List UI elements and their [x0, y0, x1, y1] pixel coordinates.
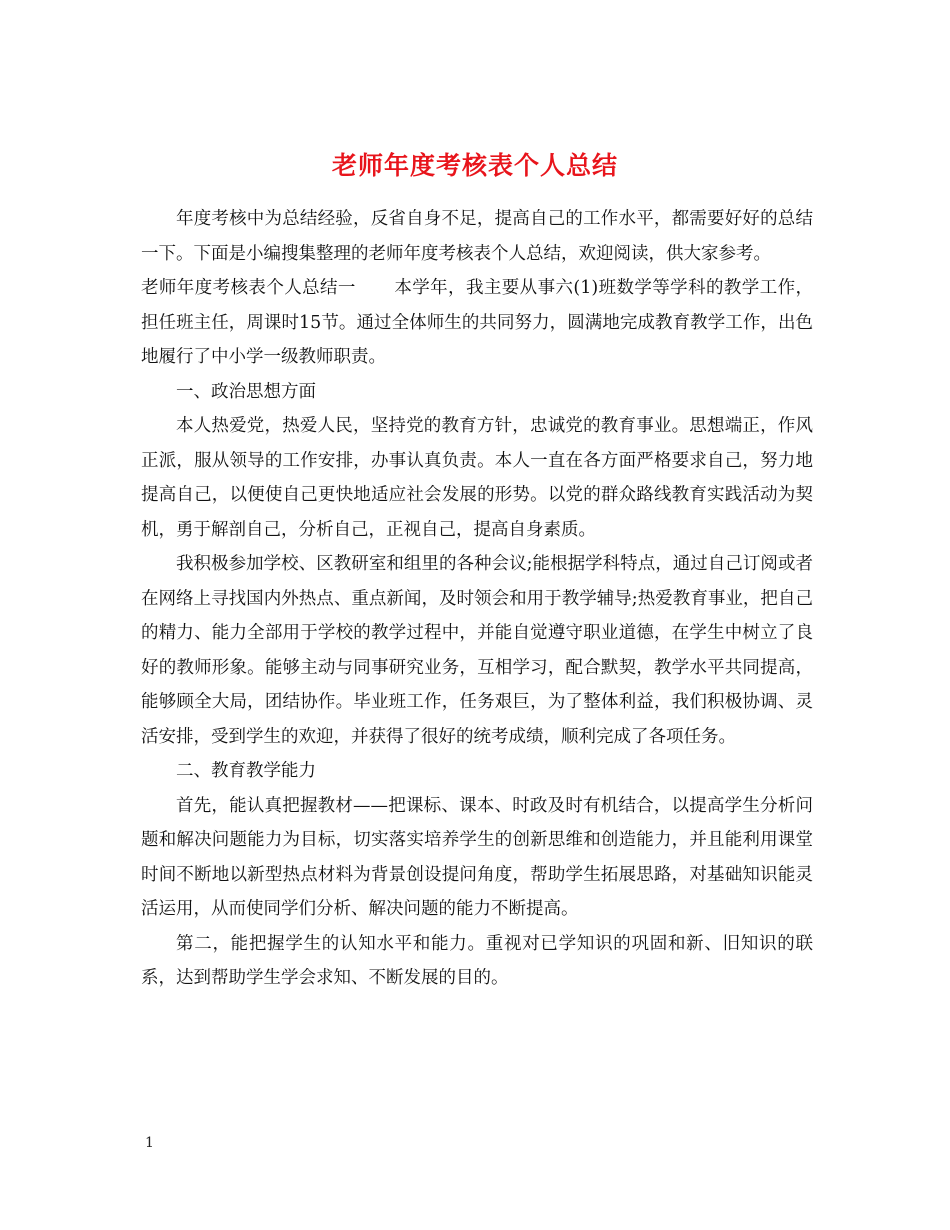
page-number: 1 [145, 1135, 154, 1151]
section1-text: 本学年，我主要从事六(1)班数学等学科的教学工作，担任班主任，周课时15节。通过全体师生的共同努力，圆满地完成教育教学工作，出色地履行了中小学一级教师职责。 [141, 278, 813, 367]
part2-heading: 二、教育教学能力 [176, 761, 316, 781]
document-body [141, 202, 813, 996]
part2-paragraph-2: 第二，能把握学生的认知水平和能力。重视对已学知识的巩固和新、旧知识的联系，达到帮助学生学会求知、不断发展的目的。 [141, 933, 813, 988]
intro-paragraph: 年度考核中为总结经验，反省自身不足，提高自己的工作水平，都需要好好的总结一下。下面是小编搜集整理的老师年度考核表个人总结，欢迎阅读，供大家参考。 [141, 209, 813, 264]
section1-paragraph [141, 271, 813, 375]
part1-paragraph-1: 本人热爱党，热爱人民，坚持党的教育方针，忠诚党的教育事业。思想端正，作风正派，服从领导的工作安排，办事认真负责。本人一直在各方面严格要求自己，努力地提高自己，以便使自己更快地适应社会发展的形势。以党的群众路线教育实践活动为契机，勇于解剖自己，分析自己，正视自己，提高自身素质。 [141, 416, 813, 540]
part1-paragraph-2: 我积极参加学校、区教研室和组里的各种会议;能根据学科特点，通过自己订阅或者在网络上寻找国内外热点、重点新闻，及时领会和用于教学辅导;热爱教育事业，把自己的精力、能力全部用于学校的教学过程中，并能自觉遵守职业道德，在学生中树立了良好的教师形象。能够主动与同事研究业务，互相学习，配合默契，教学水平共同提高，能够顾全大局，团结协作。毕业班工作，任务艰巨，为了整体利益，我们积极协调、灵活安排，受到学生的欢迎，并获得了很好的统考成绩，顺利完成了各项任务。 [141, 554, 813, 747]
section1-heading: 老师年度考核表个人总结一 [141, 278, 356, 298]
document-title: 老师年度考核表个人总结 [331, 150, 618, 180]
part1-heading: 一、政治思想方面 [176, 381, 316, 402]
part2-paragraph-1: 首先，能认真把握教材——把课标、课本、时政及时有机结合，以提高学生分析问题和解决问题能力为目标，切实落实培养学生的创新思维和创造能力，并且能利用课堂时间不断地以新型热点材料为背景创设提问角度，帮助学生拓展思路，对基础知识能灵活运用，从而使同学们分析、解决问题的能力不断提高。 [141, 795, 813, 919]
